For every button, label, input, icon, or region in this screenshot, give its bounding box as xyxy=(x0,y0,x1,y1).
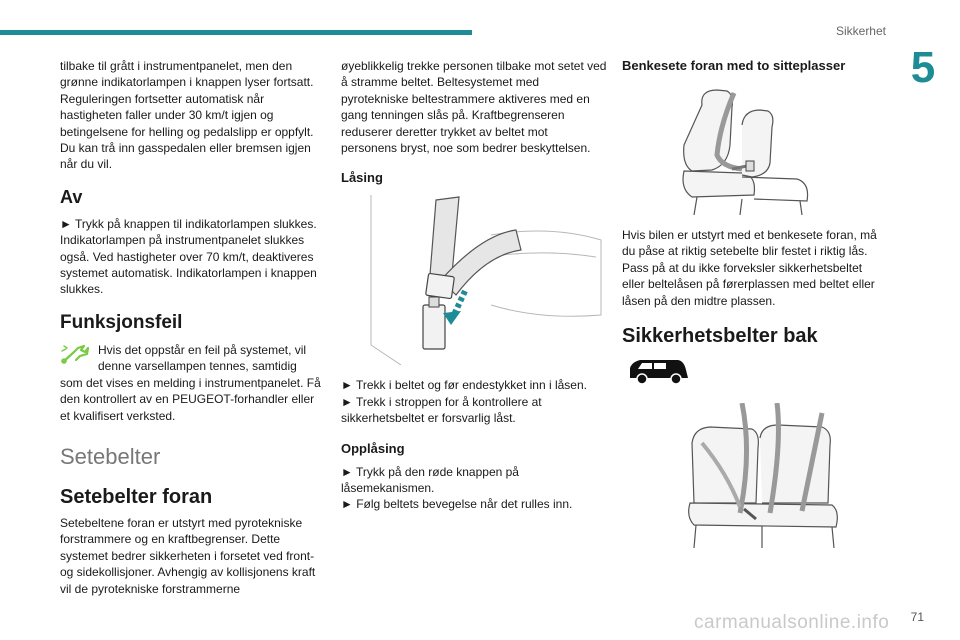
heading-av: Av xyxy=(60,186,83,207)
heading-fault: Funksjonsfeil xyxy=(60,311,183,333)
step: ► Følg beltets bevegelse når det rulles inn. xyxy=(341,497,573,512)
heading-front-belts: Setebelter foran xyxy=(60,485,213,508)
column-3 xyxy=(622,58,888,548)
paragraph: Setebeltene foran er utstyrt med pyrotekniske forstrammere og en kraftbegrenser. Dette systemet bedrer sikkerheten i forsetet ved front- og sidekollisjoner. Avhengig av kollisjonens kraft vil de pyrotekniske forstrammerne xyxy=(60,515,316,596)
heading-lock: Låsing xyxy=(341,170,383,186)
heading-rear-belts: Sikkerhetsbelter bak xyxy=(622,325,818,348)
front-bench-seat-illustration xyxy=(672,85,888,215)
step: ► Trykk på den røde knappen på låsemekanismen. xyxy=(341,464,519,496)
step: ► Trekk i stroppen for å kontrollere at sikkerhetsbeltet er forsvarlig låst. xyxy=(341,394,542,426)
header-accent-bar xyxy=(0,30,472,35)
paragraph: Hvis bilen er utstyrt med et benkesete foran, må du påse at riktig setebelte blir festet i riktig lås. Pass på at du ikke forveksler sikkerhetsbeltet eller beltelåsen på førerplassen med beltet eller låsen på den midtre plassen. xyxy=(622,228,877,308)
column-2 xyxy=(341,58,607,513)
paragraph: ► Trykk på knappen til indikatorlampen slukkes. Indikatorlampen på instrumentpanelet slukkes også. Ved hastigheter over 70 km/t, deaktiveres systemet automatisk. Indikatorlampen i knappen slukkes. xyxy=(60,216,317,297)
step: ► Trekk i beltet og før endestykket inn i låsen. xyxy=(341,378,587,393)
warning-block xyxy=(60,342,326,424)
column-1 xyxy=(60,58,326,597)
section-title: Sikkerhet xyxy=(835,24,886,38)
rear-seatbelts-illustration xyxy=(682,403,888,548)
wrench-warning-icon xyxy=(60,342,92,366)
page-number: 71 xyxy=(910,610,924,624)
van-icon xyxy=(626,356,888,391)
paragraph: som det vises en melding i instrumentpanelet. Få den kontrollert av en PEUGEOT-forhandler eller et kvalifisert verksted. xyxy=(60,375,321,423)
seatbelt-buckle-illustration xyxy=(341,195,607,365)
paragraph: Hvis det oppstår en feil på systemet, vil denne varsellampen tennes, samtidig xyxy=(98,342,307,374)
chapter-number: 5 xyxy=(910,43,936,92)
paragraph: tilbake til grått i instrumentpanelet, men den grønne indikatorlampen i knappen lyser fortsatt. Reguleringen fortsetter automatisk når hastigheten faller under 30 km/t igjen og betingelsene for helling og pedalslipp er oppfylt. Du kan trå inn gasspedalen eller bremsen igjen når du vil. xyxy=(60,59,314,172)
chapter-heading-belts: Setebelter xyxy=(60,443,161,469)
heading-unlock: Opplåsing xyxy=(341,440,405,456)
watermark: carmanualsonline.info xyxy=(694,612,890,633)
heading-front-bench: Benkesete foran med to sitteplasser xyxy=(622,58,846,73)
paragraph: øyeblikkelig trekke personen tilbake mot setet ved å stramme beltet. Beltesystemet med pyrotekniske beltestrammere aktiveres med en gang tenningen slås på. Kraftbegrenseren reduserer deretter trykket av beltet mot personens bryst, noe som bedrer beskyttelsen. xyxy=(341,59,607,156)
